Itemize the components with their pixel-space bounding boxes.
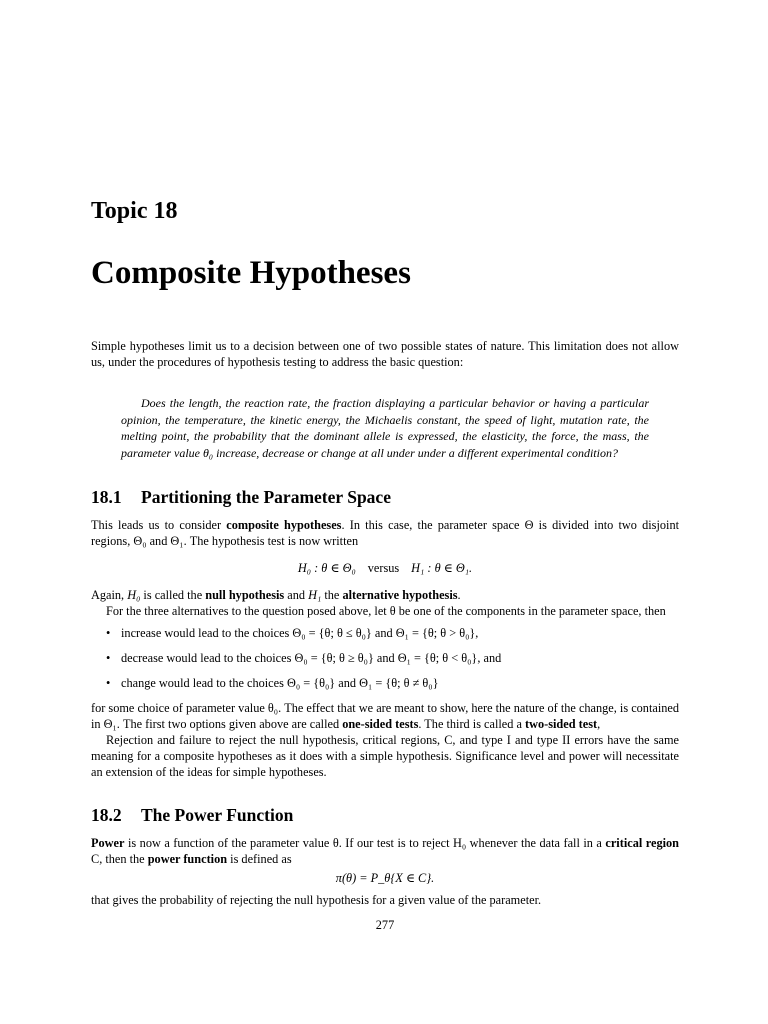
research-question-quote xyxy=(121,395,649,461)
test-types-paragraph xyxy=(91,700,679,732)
term-one-sided-tests: one-sided tests xyxy=(342,717,419,731)
hypothesis-test-equation xyxy=(91,560,679,576)
text-run: the xyxy=(321,588,343,602)
equation-versus: versus xyxy=(367,561,400,575)
text-run: is defined as xyxy=(227,852,292,866)
text-run: This leads us to consider xyxy=(91,518,227,532)
section-number: 18.1 xyxy=(91,487,122,507)
power-definition-paragraph: that gives the probability of rejecting the null hypothesis for a given value of the parameter. xyxy=(91,893,542,907)
power-function-equation: π(θ) = P_θ{X ∈ C}. xyxy=(335,871,435,885)
symbol-h1: H₁ xyxy=(308,588,322,602)
quote-text-1: Does the length, the reaction rate, the fraction displaying a particular behavior or having a particular opinion, the temperature, the kinetic energy, the Michaelis constant, the speed of light, mutation rate, the melting point, the probability that the dominant allele is expressed, the elasticity, the force, the mass, the parameter value xyxy=(121,396,649,460)
text-run: C, then the xyxy=(91,852,148,866)
list-item: • change would lead to the choices Θ₀ = {θ₀} and Θ₁ = {θ; θ ≠ θ₀} xyxy=(91,675,679,691)
power-paragraph xyxy=(91,835,679,867)
list-item: • increase would lead to the choices Θ₀ = {θ; θ ≤ θ₀} and Θ₁ = {θ; θ > θ₀}, xyxy=(91,625,679,641)
equation-alternative: H₁ : θ ∈ Θ₁. xyxy=(411,561,473,575)
text-run: is now a function of the parameter value θ. If our test is to reject H₀ whenever the data fall in a xyxy=(124,836,606,850)
page-number: 277 xyxy=(375,918,395,932)
rejection-paragraph: Rejection and failure to reject the null hypothesis, critical regions, C, and type I and type II errors have the same meaning for a composite hypotheses as it does with a simple hypothesis. Significance level and power will necessitate an extension of the ideas for simple hypotheses. xyxy=(91,733,679,779)
alternatives-paragraph: For the three alternatives to the question posed above, let θ be one of the components in the parameter space, then xyxy=(106,604,666,618)
intro-paragraph: Simple hypotheses limit us to a decision between one of two possible states of nature. This limitation does not allow us, under the procedures of hypothesis testing to address the basic question: xyxy=(91,339,679,369)
topic-label: Topic 18 xyxy=(91,198,178,224)
chapter-title: Composite Hypotheses xyxy=(91,255,411,291)
term-alternative-hypothesis: alternative hypothesis xyxy=(342,588,458,602)
term-power-function: power function xyxy=(147,852,228,866)
section-heading-18-2 xyxy=(91,804,679,826)
section-heading-18-1 xyxy=(91,486,679,508)
quote-text-2: increase, decrease or change at all under under a different experimental condition? xyxy=(213,445,618,460)
term-null-hypothesis: null hypothesis xyxy=(205,588,285,602)
text-run: . In this case, the parameter space Θ is divided into two disjoint regions, Θ₀ and Θ₁. The hypothesis test is now written xyxy=(91,518,680,548)
list-item: • decrease would lead to the choices Θ₀ = {θ; θ ≥ θ₀} and Θ₁ = {θ; θ < θ₀}, and xyxy=(91,650,679,666)
section-title: Partitioning the Parameter Space xyxy=(141,487,391,507)
text-run: for some choice of parameter value θ₀. The effect that we are meant to show, here the nature of the change, is contained in Θ₁. The first two options given above are called xyxy=(91,701,679,731)
term-power: Power xyxy=(91,836,125,850)
term-composite-hypotheses: composite hypotheses xyxy=(226,518,342,532)
term-critical-region: critical region xyxy=(605,836,680,850)
text-run: and xyxy=(284,588,309,602)
page xyxy=(91,0,679,1024)
section-title: The Power Function xyxy=(141,805,294,825)
null-alternative-paragraph xyxy=(91,587,679,603)
quote-theta0: θ₀ xyxy=(202,445,214,460)
text-run: Again, xyxy=(91,588,128,602)
text-run: , xyxy=(597,717,601,731)
section-number: 18.2 xyxy=(91,805,122,825)
composite-hypotheses-paragraph xyxy=(91,517,679,549)
text-run: . The third is called a xyxy=(418,717,526,731)
page-body xyxy=(91,338,679,908)
equation-null: H₀ : θ ∈ Θ₀ xyxy=(297,561,356,575)
text-run: is called the xyxy=(140,588,206,602)
text-run: . xyxy=(457,588,461,602)
symbol-h0: H₀ xyxy=(127,588,141,602)
alternatives-list xyxy=(91,625,679,691)
term-two-sided-test: two-sided test xyxy=(525,717,598,731)
